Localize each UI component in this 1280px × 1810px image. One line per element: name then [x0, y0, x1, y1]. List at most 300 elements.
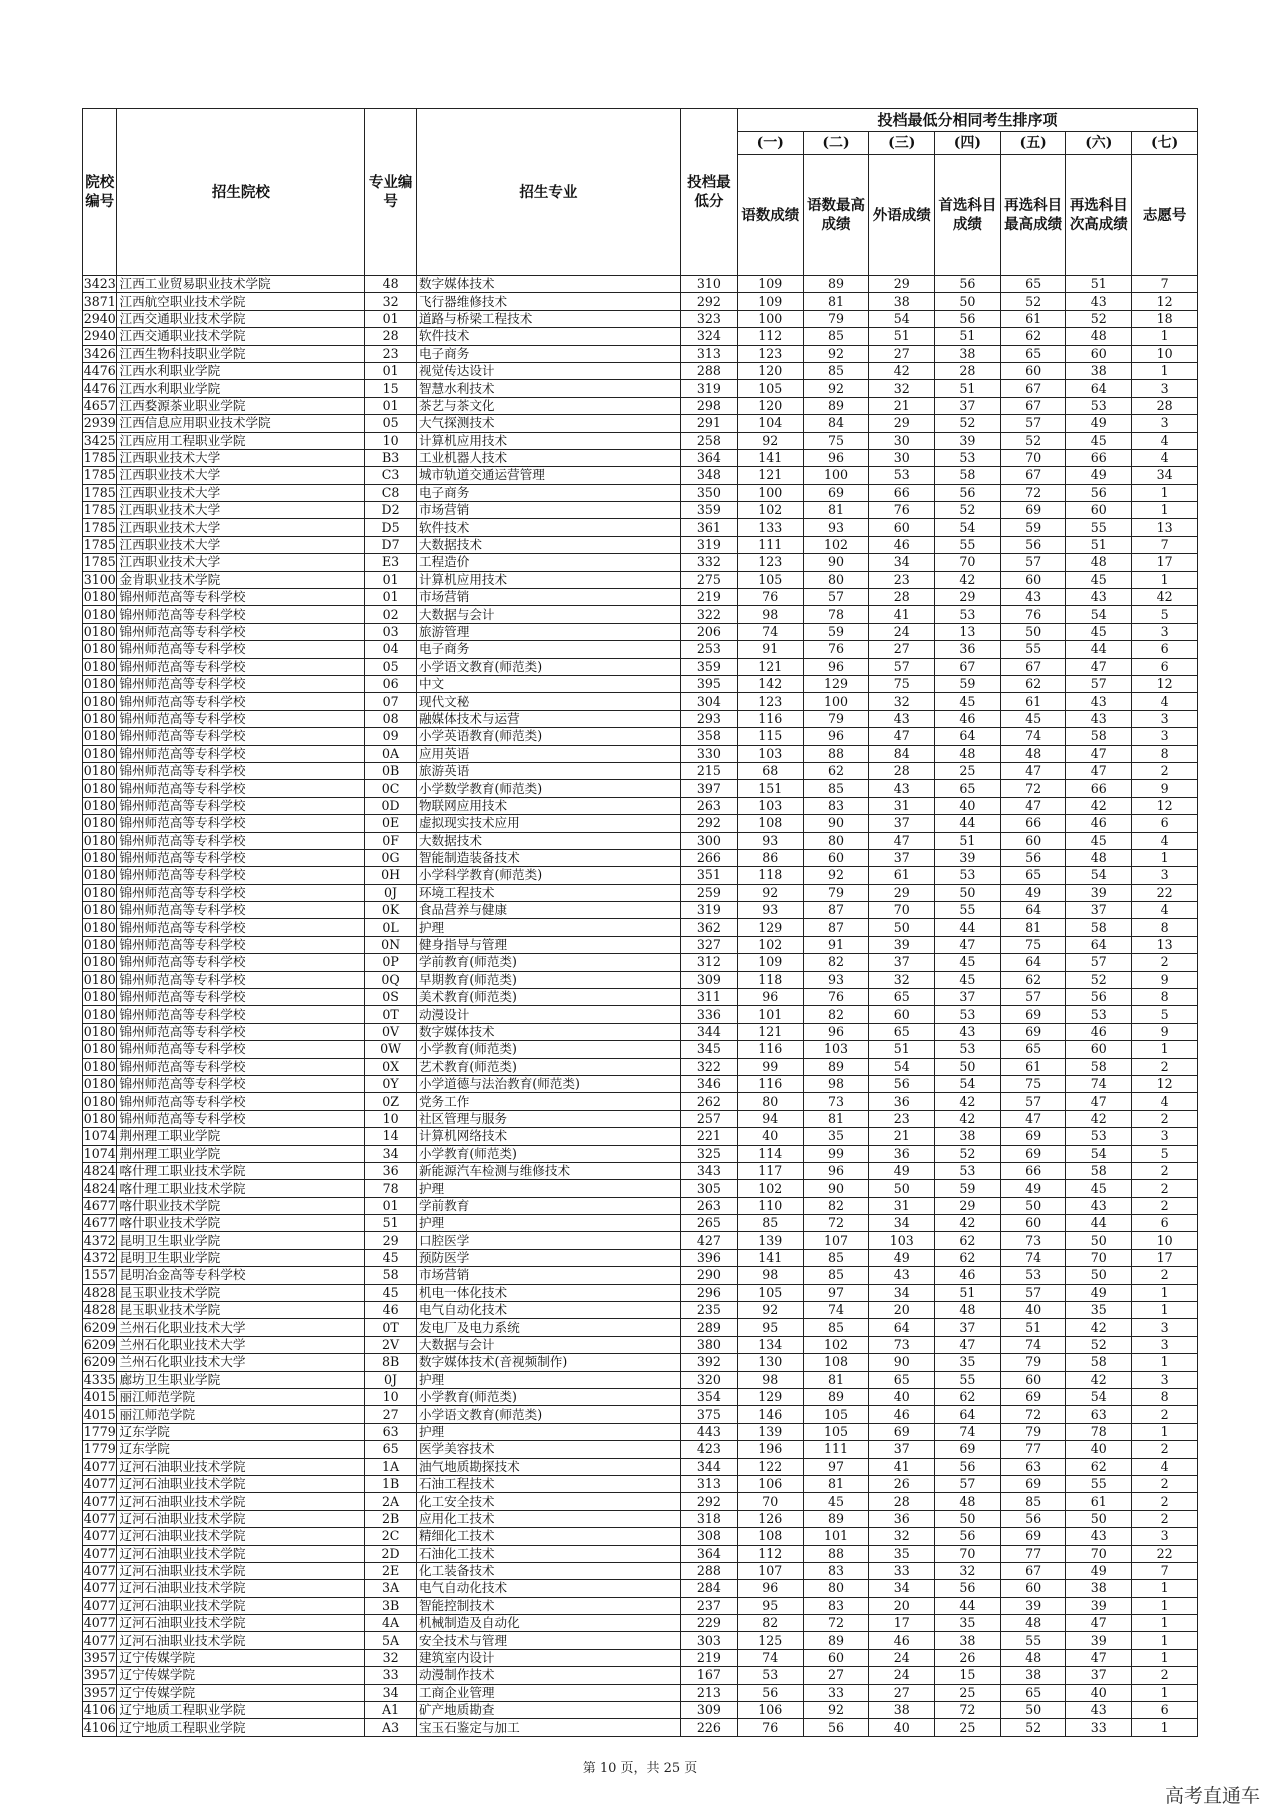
cell-chinese-math: 146 [737, 1406, 803, 1423]
cell-foreign-lang: 56 [869, 1075, 935, 1092]
cell-major-code: 46 [365, 1302, 417, 1319]
cell-chinese-math: 98 [737, 606, 803, 623]
table-row [83, 449, 1198, 466]
cell-school-name: 锦州师范高等专科学校 [117, 1075, 365, 1092]
cell-preference-no: 3 [1132, 415, 1198, 432]
cell-first-subject: 65 [935, 780, 1001, 797]
cell-school-name: 喀什职业技术学院 [117, 1215, 365, 1232]
cell-second-subject-max: 52 [1000, 432, 1066, 449]
header-school-name: 招生院校 [117, 109, 365, 276]
cell-chinese-math: 99 [737, 1058, 803, 1075]
cell-foreign-lang: 103 [869, 1232, 935, 1249]
cell-second-subject-max: 60 [1000, 362, 1066, 379]
cell-school-code: 0180 [83, 606, 116, 622]
cell-major-code: 4A [365, 1615, 417, 1632]
cell-second-subject-next: 60 [1066, 502, 1132, 519]
cell-min-score: 221 [680, 1128, 737, 1145]
table-row [83, 675, 1198, 692]
cell-first-subject: 44 [935, 919, 1001, 936]
cell-first-subject: 62 [935, 1232, 1001, 1249]
cell-second-subject-next: 38 [1066, 362, 1132, 379]
cell-second-subject-next: 42 [1066, 1371, 1132, 1388]
cell-chinese-math: 76 [737, 589, 803, 606]
table-row [83, 797, 1198, 814]
cell-first-subject: 37 [935, 1319, 1001, 1336]
cell-preference-no: 3 [1132, 1336, 1198, 1353]
cell-chinese-math: 114 [737, 1145, 803, 1162]
cell-second-subject-next: 44 [1066, 641, 1132, 658]
cell-second-subject-max: 61 [1000, 310, 1066, 327]
cell-major-code: A3 [365, 1719, 417, 1736]
cell-second-subject-max: 52 [1000, 293, 1066, 310]
cell-major-code: 2D [365, 1545, 417, 1562]
cell-preference-no: 8 [1132, 745, 1198, 762]
cell-school-name: 江西航空职业技术学院 [117, 293, 365, 310]
cell-second-subject-next: 60 [1066, 1041, 1132, 1058]
cell-second-subject-next: 47 [1066, 1649, 1132, 1666]
cell-major-name: 虚拟现实技术应用 [416, 815, 680, 832]
cell-chinese-math: 110 [737, 1197, 803, 1214]
cell-school-name: 辽河石油职业技术学院 [117, 1528, 365, 1545]
cell-first-subject: 47 [935, 1336, 1001, 1353]
cell-second-subject-next: 50 [1066, 1510, 1132, 1527]
cell-second-subject-max: 75 [1000, 1075, 1066, 1092]
table-row [83, 1267, 1198, 1284]
table-row [83, 1510, 1198, 1527]
cell-chinese-math: 130 [737, 1354, 803, 1371]
cell-second-subject-max: 53 [1000, 1267, 1066, 1284]
cell-major-code: 01 [365, 1197, 417, 1214]
cell-preference-no: 2 [1132, 1267, 1198, 1284]
cell-school-name: 锦州师范高等专科学校 [117, 797, 365, 814]
cell-major-code: 8B [365, 1354, 417, 1371]
cell-first-subject: 44 [935, 815, 1001, 832]
cell-foreign-lang: 60 [869, 519, 935, 536]
cell-major-name: 软件技术 [416, 328, 680, 345]
cell-chinese-math-max: 79 [803, 884, 869, 901]
cell-chinese-math: 91 [737, 641, 803, 658]
cell-chinese-math-max: 72 [803, 1215, 869, 1232]
cell-foreign-lang: 49 [869, 1249, 935, 1266]
cell-school-name: 锦州师范高等专科学校 [117, 762, 365, 779]
header-school-code: 院校编号 [83, 109, 117, 276]
cell-min-score: 308 [680, 1528, 737, 1545]
cell-second-subject-max: 57 [1000, 1093, 1066, 1110]
table-row [83, 989, 1198, 1006]
cell-second-subject-next: 57 [1066, 954, 1132, 971]
cell-school-name: 昆明卫生职业学院 [117, 1249, 365, 1266]
cell-school-code: 4015 [83, 1389, 116, 1405]
cell-preference-no: 12 [1132, 797, 1198, 814]
cell-major-name: 护理 [416, 1423, 680, 1440]
cell-school-name: 江西职业技术大学 [117, 449, 365, 466]
cell-school-name: 江西职业技术大学 [117, 554, 365, 571]
cell-min-score: 275 [680, 571, 737, 588]
cell-school-name: 辽河石油职业技术学院 [117, 1562, 365, 1579]
cell-school-name: 辽宁传媒学院 [117, 1667, 365, 1684]
cell-first-subject: 58 [935, 467, 1001, 484]
cell-chinese-math-max: 45 [803, 1493, 869, 1510]
cell-major-name: 城市轨道交通运营管理 [416, 467, 680, 484]
cell-major-code: 1B [365, 1475, 417, 1492]
cell-min-score: 215 [680, 762, 737, 779]
cell-major-code: 04 [365, 641, 417, 658]
cell-preference-no: 7 [1132, 1562, 1198, 1579]
table-row [83, 1319, 1198, 1336]
cell-school-name: 锦州师范高等专科学校 [117, 815, 365, 832]
cell-chinese-math-max: 102 [803, 1336, 869, 1353]
cell-school-code: 4077 [83, 1580, 116, 1596]
cell-second-subject-max: 67 [1000, 467, 1066, 484]
cell-chinese-math-max: 83 [803, 797, 869, 814]
header-num-2: (二) [803, 132, 869, 155]
cell-min-score: 319 [680, 380, 737, 397]
cell-school-code: 4077 [83, 1528, 116, 1544]
cell-major-name: 电子商务 [416, 484, 680, 501]
cell-school-name: 锦州师范高等专科学校 [117, 1041, 365, 1058]
cell-second-subject-next: 43 [1066, 710, 1132, 727]
cell-second-subject-next: 47 [1066, 745, 1132, 762]
table-row [83, 380, 1198, 397]
cell-major-code: 07 [365, 693, 417, 710]
cell-preference-no: 1 [1132, 502, 1198, 519]
cell-preference-no: 2 [1132, 762, 1198, 779]
cell-first-subject: 70 [935, 554, 1001, 571]
cell-preference-no: 1 [1132, 1423, 1198, 1440]
cell-second-subject-max: 79 [1000, 1423, 1066, 1440]
cell-major-name: 建筑室内设计 [416, 1649, 680, 1666]
cell-school-code: 2939 [83, 415, 116, 431]
cell-second-subject-next: 49 [1066, 1284, 1132, 1301]
cell-min-score: 348 [680, 467, 737, 484]
cell-chinese-math-max: 102 [803, 536, 869, 553]
cell-second-subject-next: 33 [1066, 1719, 1132, 1736]
cell-preference-no: 6 [1132, 815, 1198, 832]
table-row [83, 745, 1198, 762]
cell-second-subject-max: 67 [1000, 658, 1066, 675]
cell-major-name: 现代文秘 [416, 693, 680, 710]
cell-preference-no: 1 [1132, 1580, 1198, 1597]
cell-chinese-math: 96 [737, 1580, 803, 1597]
cell-second-subject-next: 56 [1066, 989, 1132, 1006]
cell-second-subject-next: 66 [1066, 780, 1132, 797]
cell-foreign-lang: 65 [869, 1023, 935, 1040]
cell-chinese-math-max: 111 [803, 1441, 869, 1458]
cell-school-code: 4824 [83, 1180, 116, 1196]
cell-second-subject-max: 38 [1000, 1667, 1066, 1684]
cell-major-code: 58 [365, 1267, 417, 1284]
cell-foreign-lang: 30 [869, 432, 935, 449]
cell-school-name: 金肯职业技术学院 [117, 571, 365, 588]
cell-foreign-lang: 70 [869, 902, 935, 919]
cell-preference-no: 22 [1132, 884, 1198, 901]
cell-chinese-math: 196 [737, 1441, 803, 1458]
cell-major-name: 工业机器人技术 [416, 449, 680, 466]
cell-school-code: 3423 [83, 276, 116, 292]
cell-major-code: 0Z [365, 1093, 417, 1110]
cell-first-subject: 52 [935, 1145, 1001, 1162]
cell-major-name: 石油工程技术 [416, 1475, 680, 1492]
cell-min-score: 266 [680, 849, 737, 866]
cell-second-subject-max: 72 [1000, 780, 1066, 797]
cell-second-subject-next: 52 [1066, 1336, 1132, 1353]
cell-foreign-lang: 28 [869, 762, 935, 779]
cell-school-name: 锦州师范高等专科学校 [117, 1006, 365, 1023]
cell-second-subject-max: 62 [1000, 675, 1066, 692]
table-row [83, 415, 1198, 432]
cell-preference-no: 6 [1132, 641, 1198, 658]
cell-second-subject-max: 59 [1000, 519, 1066, 536]
cell-second-subject-next: 56 [1066, 484, 1132, 501]
cell-first-subject: 32 [935, 1562, 1001, 1579]
cell-preference-no: 1 [1132, 1354, 1198, 1371]
cell-school-code: 3957 [83, 1650, 116, 1666]
table-row [83, 1180, 1198, 1197]
cell-school-code: 4077 [83, 1632, 116, 1648]
cell-major-name: 美术教育(师范类) [416, 989, 680, 1006]
cell-foreign-lang: 41 [869, 1458, 935, 1475]
table-row [83, 362, 1198, 379]
table-row [83, 902, 1198, 919]
header-num-1: (一) [737, 132, 803, 155]
cell-school-name: 江西应用工程职业学院 [117, 432, 365, 449]
cell-school-code: 4077 [83, 1615, 116, 1631]
cell-foreign-lang: 47 [869, 728, 935, 745]
cell-chinese-math-max: 97 [803, 1284, 869, 1301]
cell-major-name: 化工安全技术 [416, 1493, 680, 1510]
cell-min-score: 296 [680, 1284, 737, 1301]
cell-preference-no: 1 [1132, 1684, 1198, 1701]
cell-first-subject: 46 [935, 710, 1001, 727]
cell-school-name: 锦州师范高等专科学校 [117, 780, 365, 797]
cell-school-name: 昆明冶金高等专科学校 [117, 1267, 365, 1284]
cell-school-name: 锦州师范高等专科学校 [117, 1058, 365, 1075]
cell-min-score: 300 [680, 832, 737, 849]
table-row [83, 1458, 1198, 1475]
cell-preference-no: 2 [1132, 1058, 1198, 1075]
cell-first-subject: 50 [935, 1058, 1001, 1075]
cell-school-code: 1779 [83, 1441, 116, 1457]
cell-major-code: 2V [365, 1336, 417, 1353]
cell-major-name: 道路与桥梁工程技术 [416, 310, 680, 327]
cell-second-subject-max: 51 [1000, 1319, 1066, 1336]
cell-first-subject: 53 [935, 867, 1001, 884]
cell-school-name: 辽河石油职业技术学院 [117, 1458, 365, 1475]
cell-second-subject-next: 39 [1066, 1597, 1132, 1614]
cell-major-name: 智慧水利技术 [416, 380, 680, 397]
cell-school-code: 3957 [83, 1684, 116, 1700]
cell-chinese-math-max: 93 [803, 519, 869, 536]
cell-major-code: 29 [365, 1232, 417, 1249]
cell-first-subject: 53 [935, 1006, 1001, 1023]
cell-second-subject-max: 67 [1000, 397, 1066, 414]
cell-first-subject: 29 [935, 1197, 1001, 1214]
cell-foreign-lang: 43 [869, 710, 935, 727]
table-row [83, 1058, 1198, 1075]
cell-major-name: 护理 [416, 1215, 680, 1232]
cell-chinese-math: 95 [737, 1319, 803, 1336]
cell-min-score: 258 [680, 432, 737, 449]
cell-foreign-lang: 30 [869, 449, 935, 466]
cell-second-subject-next: 45 [1066, 571, 1132, 588]
cell-foreign-lang: 36 [869, 1510, 935, 1527]
cell-second-subject-max: 43 [1000, 589, 1066, 606]
cell-second-subject-next: 49 [1066, 1562, 1132, 1579]
cell-second-subject-next: 47 [1066, 1615, 1132, 1632]
cell-major-name: 电子商务 [416, 641, 680, 658]
cell-chinese-math-max: 80 [803, 832, 869, 849]
cell-preference-no: 7 [1132, 536, 1198, 553]
cell-first-subject: 46 [935, 1267, 1001, 1284]
cell-foreign-lang: 28 [869, 589, 935, 606]
cell-min-score: 324 [680, 328, 737, 345]
cell-first-subject: 25 [935, 762, 1001, 779]
cell-min-score: 303 [680, 1632, 737, 1649]
cell-school-code: 0180 [83, 1023, 116, 1039]
cell-chinese-math: 141 [737, 449, 803, 466]
cell-school-code: 0180 [83, 780, 116, 796]
cell-major-name: 小学科学教育(师范类) [416, 867, 680, 884]
cell-school-code: 0180 [83, 937, 116, 953]
cell-min-score: 318 [680, 1510, 737, 1527]
cell-first-subject: 29 [935, 589, 1001, 606]
cell-chinese-math: 82 [737, 1615, 803, 1632]
cell-second-subject-next: 40 [1066, 1441, 1132, 1458]
cell-preference-no: 5 [1132, 1145, 1198, 1162]
table-row [83, 954, 1198, 971]
table-row [83, 328, 1198, 345]
cell-chinese-math: 142 [737, 675, 803, 692]
cell-school-code: 1074 [83, 1145, 116, 1161]
table-row [83, 519, 1198, 536]
cell-chinese-math: 104 [737, 415, 803, 432]
cell-second-subject-max: 57 [1000, 415, 1066, 432]
header-sub-1: 语数成绩 [737, 155, 803, 276]
cell-major-code: 0E [365, 815, 417, 832]
cell-school-code: 4106 [83, 1719, 116, 1735]
cell-chinese-math: 109 [737, 276, 803, 293]
table-row [83, 1302, 1198, 1319]
table-row [83, 1006, 1198, 1023]
cell-min-score: 235 [680, 1302, 737, 1319]
cell-second-subject-next: 39 [1066, 1632, 1132, 1649]
cell-major-name: 机械制造及自动化 [416, 1615, 680, 1632]
cell-second-subject-next: 47 [1066, 658, 1132, 675]
table-row [83, 658, 1198, 675]
cell-school-name: 锦州师范高等专科学校 [117, 693, 365, 710]
cell-foreign-lang: 47 [869, 832, 935, 849]
cell-school-code: 4372 [83, 1250, 116, 1266]
cell-major-code: 0W [365, 1041, 417, 1058]
cell-first-subject: 36 [935, 641, 1001, 658]
cell-second-subject-max: 73 [1000, 1232, 1066, 1249]
header-num-5: (五) [1000, 132, 1066, 155]
cell-second-subject-next: 47 [1066, 762, 1132, 779]
cell-min-score: 344 [680, 1023, 737, 1040]
cell-second-subject-max: 74 [1000, 1249, 1066, 1266]
table-row [83, 1093, 1198, 1110]
cell-preference-no: 1 [1132, 1041, 1198, 1058]
cell-school-name: 辽河石油职业技术学院 [117, 1580, 365, 1597]
cell-min-score: 364 [680, 1545, 737, 1562]
cell-chinese-math: 102 [737, 502, 803, 519]
table-row [83, 1667, 1198, 1684]
cell-second-subject-next: 43 [1066, 1702, 1132, 1719]
cell-preference-no: 2 [1132, 1110, 1198, 1127]
cell-chinese-math-max: 96 [803, 728, 869, 745]
cell-school-name: 锦州师范高等专科学校 [117, 1023, 365, 1040]
cell-second-subject-next: 74 [1066, 1075, 1132, 1092]
cell-major-code: 05 [365, 658, 417, 675]
cell-major-name: 化工装备技术 [416, 1562, 680, 1579]
cell-major-code: 05 [365, 415, 417, 432]
cell-first-subject: 69 [935, 1441, 1001, 1458]
cell-second-subject-next: 48 [1066, 849, 1132, 866]
cell-school-name: 锦州师范高等专科学校 [117, 919, 365, 936]
cell-preference-no: 5 [1132, 1006, 1198, 1023]
cell-chinese-math-max: 90 [803, 815, 869, 832]
cell-preference-no: 5 [1132, 606, 1198, 623]
cell-chinese-math-max: 81 [803, 1371, 869, 1388]
cell-second-subject-next: 49 [1066, 467, 1132, 484]
cell-foreign-lang: 24 [869, 1649, 935, 1666]
cell-major-code: 0A [365, 745, 417, 762]
cell-major-name: 飞行器维修技术 [416, 293, 680, 310]
cell-second-subject-max: 60 [1000, 1215, 1066, 1232]
cell-preference-no: 1 [1132, 849, 1198, 866]
cell-min-score: 395 [680, 675, 737, 692]
cell-second-subject-max: 64 [1000, 902, 1066, 919]
cell-chinese-math-max: 57 [803, 589, 869, 606]
cell-chinese-math-max: 83 [803, 1562, 869, 1579]
cell-major-code: 0L [365, 919, 417, 936]
cell-school-name: 辽宁地质工程职业学院 [117, 1702, 365, 1719]
cell-chinese-math: 116 [737, 1041, 803, 1058]
cell-foreign-lang: 42 [869, 362, 935, 379]
cell-major-name: 智能制造装备技术 [416, 849, 680, 866]
cell-first-subject: 56 [935, 1580, 1001, 1597]
cell-chinese-math-max: 85 [803, 1319, 869, 1336]
cell-foreign-lang: 51 [869, 328, 935, 345]
cell-second-subject-next: 35 [1066, 1302, 1132, 1319]
cell-chinese-math-max: 82 [803, 1197, 869, 1214]
cell-chinese-math-max: 85 [803, 1249, 869, 1266]
cell-first-subject: 50 [935, 884, 1001, 901]
cell-chinese-math-max: 88 [803, 1545, 869, 1562]
cell-first-subject: 42 [935, 1110, 1001, 1127]
cell-min-score: 358 [680, 728, 737, 745]
header-sub-5: 再选科目最高成绩 [1000, 155, 1066, 276]
cell-foreign-lang: 31 [869, 1197, 935, 1214]
cell-second-subject-next: 43 [1066, 589, 1132, 606]
cell-major-name: 小学英语教育(师范类) [416, 728, 680, 745]
cell-major-code: 28 [365, 328, 417, 345]
cell-second-subject-next: 48 [1066, 328, 1132, 345]
cell-second-subject-max: 79 [1000, 1354, 1066, 1371]
cell-school-code: 1785 [83, 519, 116, 535]
cell-chinese-math-max: 98 [803, 1075, 869, 1092]
cell-school-name: 江西水利职业学院 [117, 362, 365, 379]
table-row [83, 1110, 1198, 1127]
cell-major-code: 0S [365, 989, 417, 1006]
cell-major-code: 01 [365, 571, 417, 588]
cell-first-subject: 15 [935, 1667, 1001, 1684]
cell-foreign-lang: 24 [869, 623, 935, 640]
cell-min-score: 293 [680, 710, 737, 727]
cell-major-name: 电子商务 [416, 345, 680, 362]
cell-school-name: 辽河石油职业技术学院 [117, 1615, 365, 1632]
cell-chinese-math: 118 [737, 867, 803, 884]
